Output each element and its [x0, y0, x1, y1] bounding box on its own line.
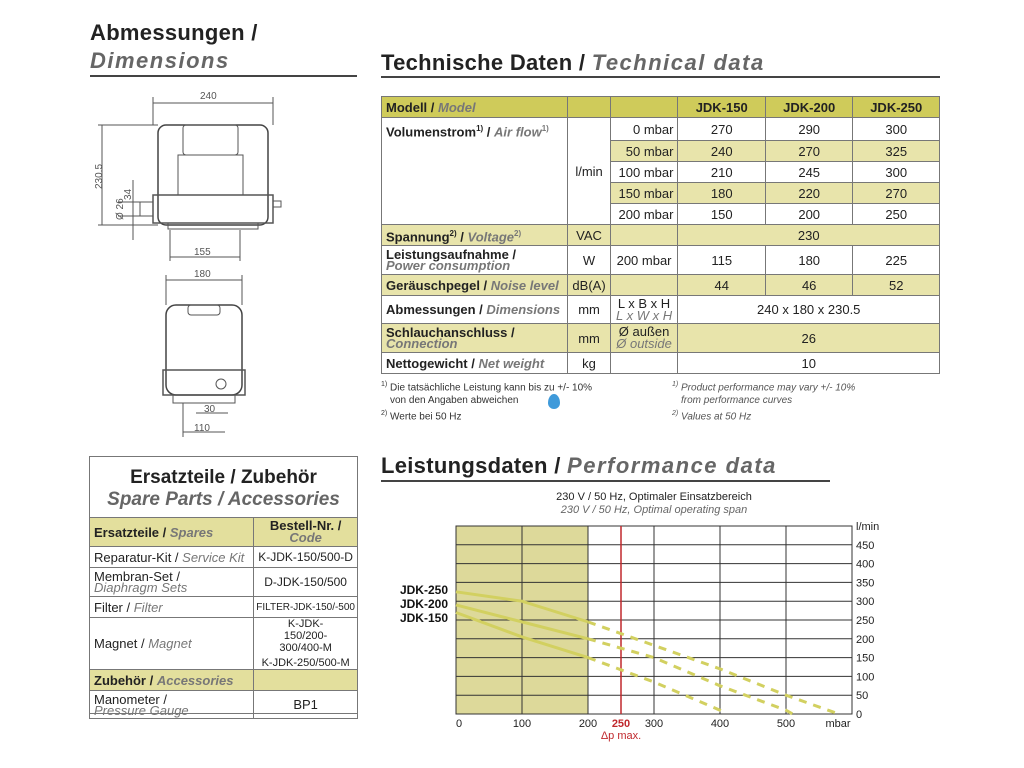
- y-tick-label: 100: [856, 671, 875, 684]
- dimensions-title: [90, 20, 258, 74]
- condition-en: L x W x H: [616, 307, 673, 323]
- value: 210: [678, 162, 765, 183]
- value: 150: [678, 204, 765, 225]
- legend-jdk-250: JDK-250: [399, 583, 448, 597]
- performance-chart: [380, 515, 900, 745]
- footnote-text: from performance curves: [681, 395, 793, 407]
- value: 180: [765, 246, 852, 275]
- value: 270: [853, 183, 940, 204]
- legend-jdk-150: JDK-150: [399, 611, 448, 625]
- footnote-mark: 2): [672, 410, 679, 418]
- item-name-en: Service Kit: [182, 549, 245, 565]
- weight-label-en: Net weight: [478, 355, 545, 371]
- curve-dashed-jdk-250: [588, 622, 839, 714]
- dimension-drawing: [88, 85, 293, 445]
- dim-155: 155: [194, 247, 211, 258]
- table-row: [382, 324, 940, 353]
- value: 270: [765, 141, 852, 162]
- dim-180: 180: [194, 269, 211, 280]
- voltage-label: Spannung: [386, 229, 450, 245]
- y-tick-label: 0: [856, 709, 863, 721]
- dims-label: Abmessungen /: [386, 302, 487, 317]
- dim-30: 30: [204, 404, 216, 415]
- technical-title: [381, 50, 765, 76]
- condition: L x B x H: [617, 295, 671, 311]
- item-name: Filter /: [94, 599, 134, 615]
- airflow-label: Volumenstrom: [386, 124, 477, 140]
- noise-label-en: Noise level: [490, 277, 559, 293]
- legend-jdk-200: JDK-200: [399, 597, 448, 611]
- accessories-header: Zubehör /: [94, 672, 157, 688]
- item-code: K-JDK-250/500-M: [261, 657, 350, 669]
- item-code: FILTER-JDK-150/-500: [254, 597, 358, 618]
- x-tick-label: 200: [578, 718, 598, 730]
- value: 10: [678, 353, 940, 374]
- x-tick-label: 0: [455, 718, 463, 730]
- value: 270: [678, 118, 765, 141]
- value: 240 x 180 x 230.5: [678, 296, 940, 324]
- y-tick-label: 300: [856, 596, 875, 609]
- technical-data-table: [381, 96, 940, 374]
- y-tick-label: 350: [856, 577, 875, 590]
- accessories-header-en: Accessories: [156, 672, 234, 688]
- table-row: [382, 353, 940, 374]
- code-header-en: Code: [289, 530, 322, 545]
- weight-label: Nettogewicht /: [386, 355, 479, 371]
- value: 115: [678, 246, 765, 275]
- table-row: Spannung$^{2)}$ / Voltage$^{2)}$ VAC 230: [382, 225, 940, 246]
- item-name-en: Filter: [133, 599, 163, 615]
- unit: dB(A): [568, 275, 610, 296]
- title-separator: /: [572, 50, 592, 75]
- table-row: [90, 547, 358, 568]
- value: 250: [853, 204, 940, 225]
- value: 290: [765, 118, 852, 141]
- chart-title-de: 230 V / 50 Hz, Optimaler Einsatzbereich: [556, 491, 752, 503]
- y-tick-label: 50: [856, 690, 869, 703]
- y-axis-label: l/min: [856, 521, 880, 533]
- footnote-text: Werte bei 50 Hz: [390, 411, 462, 423]
- technical-title-en: Technical data: [591, 50, 765, 75]
- x-tick-label: 250: [611, 718, 631, 730]
- condition: 200 mbar: [610, 204, 678, 225]
- item-code: K-JDK-150/200-300/400-M: [279, 618, 332, 654]
- condition: 100 mbar: [610, 162, 678, 183]
- unit: mm: [568, 296, 610, 324]
- value: 300: [853, 162, 940, 183]
- y-tick-label: 250: [856, 615, 875, 627]
- item-name-en: Diaphragm Sets: [94, 580, 188, 595]
- voltage-label-en: Voltage: [467, 229, 514, 245]
- model-label-en: Model: [438, 99, 476, 115]
- item-code: D-JDK-150/500: [254, 568, 358, 597]
- spare-parts-title: [90, 457, 357, 511]
- item-name: Manometer /: [94, 691, 167, 707]
- item-name-en: Magnet: [148, 636, 192, 651]
- item-name-en: Pressure Gauge: [94, 702, 189, 718]
- item-name: Magnet /: [94, 636, 149, 651]
- item-name: Membran-Set /: [94, 569, 180, 584]
- airflow-label-en: Air flow: [494, 124, 542, 140]
- table-row: [382, 275, 940, 296]
- technical-title-de: Technische Daten: [381, 50, 573, 75]
- footnote-text: von den Angaben abweichen: [390, 395, 519, 407]
- dimensions-title-en: Dimensions: [90, 48, 230, 73]
- spare-parts-title-en: Spare Parts / Accessories: [107, 489, 340, 510]
- footnotes-en: [672, 378, 855, 424]
- code-header: Bestell-Nr. /: [269, 518, 342, 533]
- value: 230: [678, 225, 940, 246]
- table-row: [90, 618, 358, 670]
- power-label-en: Power consumption: [386, 258, 511, 273]
- item-code: K-JDK-150/500-D: [254, 547, 358, 568]
- condition: 0 mbar: [610, 118, 678, 141]
- value: 26: [678, 324, 940, 353]
- condition: 200 mbar: [610, 246, 678, 275]
- model-jdk-200: JDK-200: [765, 97, 852, 118]
- x-tick-label: 400: [710, 718, 730, 730]
- spares-header-en: Spares: [169, 524, 214, 540]
- condition: 150 mbar: [610, 183, 678, 204]
- value: 300: [853, 118, 940, 141]
- table-row: [382, 296, 940, 324]
- unit: W: [568, 246, 610, 275]
- condition-en: Ø outside: [616, 336, 672, 351]
- dimensions-title-de: Abmessungen /: [90, 20, 258, 45]
- footnote-mark: 1): [672, 381, 679, 388]
- dim-230-5: 230.5: [94, 163, 105, 189]
- condition: 50 mbar: [610, 141, 678, 162]
- divider: [381, 76, 940, 78]
- item-code: BP1: [254, 691, 358, 719]
- footnote-text: Die tatsächliche Leistung kann bis zu +/- 10%: [390, 382, 593, 394]
- value: 220: [765, 183, 852, 204]
- dim-110: 110: [194, 423, 210, 434]
- performance-title-en: Performance data: [567, 453, 777, 478]
- x-tick-label: 500: [776, 718, 796, 730]
- title-separator: /: [547, 453, 568, 478]
- x-tick-label: 100: [512, 718, 532, 730]
- noise-label: Geräuschpegel /: [386, 277, 491, 293]
- value: 200: [765, 204, 852, 225]
- unit: VAC: [568, 225, 610, 246]
- table-row: [90, 597, 358, 618]
- footnote-mark: 2): [449, 228, 457, 238]
- power-label: Leistungsaufnahme /: [386, 247, 517, 262]
- x-axis-label: mbar: [825, 718, 851, 730]
- connection-label: Schlauchanschluss /: [386, 325, 515, 340]
- divider: [90, 75, 357, 77]
- model-jdk-250: JDK-250: [853, 97, 940, 118]
- footnote-mark: 1): [541, 124, 549, 133]
- table-header-row: [382, 97, 940, 118]
- value: 245: [765, 162, 852, 183]
- value: 225: [853, 246, 940, 275]
- spare-parts-title-de: Ersatzteile / Zubehör: [130, 467, 317, 488]
- dim-26: Ø 26: [115, 198, 126, 220]
- unit: mm: [568, 324, 610, 353]
- footnote-text: Product performance may vary +/- 10%: [681, 382, 856, 394]
- table-row: [90, 691, 358, 719]
- airflow-unit: l/min: [568, 118, 610, 225]
- unit: kg: [568, 353, 610, 374]
- table-row: [90, 568, 358, 597]
- value: 240: [678, 141, 765, 162]
- value: 52: [853, 275, 940, 296]
- footnotes-de: [381, 378, 592, 424]
- table-row: Volumenstrom$^{1)}$ / Air flow$^{1)}$ l/min 0 mbar 270 290 300: [382, 118, 940, 141]
- spare-parts-table: [89, 517, 358, 719]
- divider: [381, 480, 830, 482]
- table-row: [382, 246, 940, 275]
- footnote-mark: 2): [381, 410, 388, 418]
- value: 46: [765, 275, 852, 296]
- dim-240: 240: [200, 91, 217, 102]
- model-jdk-150: JDK-150: [678, 97, 765, 118]
- item-name: Reparatur-Kit /: [94, 549, 183, 565]
- footnote-mark: 1): [381, 381, 388, 388]
- footnote-mark: 2): [514, 228, 522, 238]
- footnote-text: Values at 50 Hz: [681, 411, 752, 423]
- model-label: Modell /: [386, 99, 438, 115]
- watermark-drop-icon: [548, 394, 560, 409]
- chart-subtitle: 230 V / 50 Hz, Optimal operating span: [560, 504, 748, 516]
- y-tick-label: 150: [856, 652, 875, 665]
- value: 325: [853, 141, 940, 162]
- y-tick-label: 200: [856, 633, 875, 646]
- condition: Ø außen: [618, 324, 670, 339]
- footnote-mark: 1): [476, 124, 484, 133]
- y-tick-label: 450: [856, 539, 875, 552]
- table-header-row: [90, 670, 358, 691]
- x-tick-label: 300: [644, 718, 664, 730]
- spares-header: Ersatzteile /: [94, 524, 170, 540]
- dims-label-en: Dimensions: [486, 302, 561, 317]
- performance-title: [381, 453, 777, 479]
- dim-34: 34: [123, 188, 134, 200]
- value: 180: [678, 183, 765, 204]
- connection-label-en: Connection: [386, 336, 458, 351]
- table-header-row: [90, 518, 358, 547]
- chart-title: [456, 491, 852, 517]
- max-pressure-label: Δp max.: [600, 730, 642, 742]
- performance-title-de: Leistungsdaten: [381, 453, 548, 478]
- curve-dashed-jdk-150: [588, 658, 727, 714]
- value: 44: [678, 275, 765, 296]
- y-tick-label: 400: [856, 558, 875, 571]
